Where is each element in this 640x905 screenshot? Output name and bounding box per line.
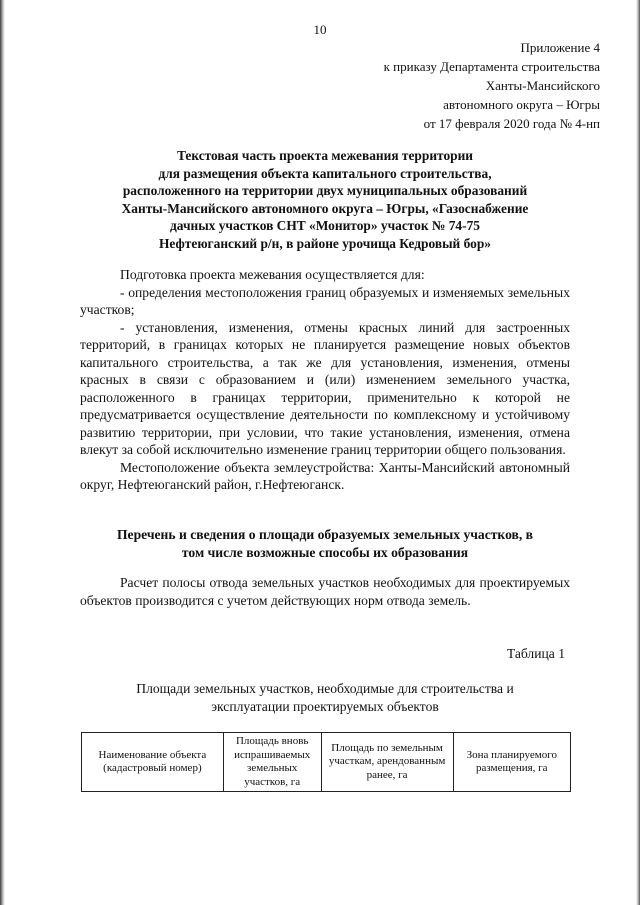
title-line: расположенного на территории двух муниципальных образований — [122, 183, 528, 198]
column-header: Площадь по земельным участкам, арендованным ранее, га — [321, 733, 453, 792]
title-line: Нефтеюганский р/н, в районе урочища Кедровый бор» — [159, 235, 491, 251]
page-number: 10 — [313, 22, 327, 37]
appendix-line: Приложение 4 — [520, 40, 600, 55]
title-line: Ханты-Мансийского автономного округа – Югры, «Газоснабжение — [121, 200, 529, 216]
scan-edge-left — [0, 0, 5, 905]
table-caption-line: Площади земельных участков, необходимые для строительства и — [136, 681, 514, 696]
table-label: Таблица 1 — [506, 646, 565, 661]
table-caption — [80, 680, 570, 716]
table-header-row — [82, 733, 571, 792]
intro-paragraph: - установления, изменения, отмены красных линий для застроенных территорий, в границах которых не планируется размещение новых объектов капитального строительства, а так же для установления, изменения, отмены красных в связи с образованием и (или) изменением земельного участка, расположенного в границах территории, применительно к которой не предусматривается осуществление деятельности по комплексному и устойчивому развитию территории, при условии, что такие установления, изменения, отмена влекут за собой исключительно изменение границ территории общего пользования. — [80, 319, 570, 457]
section-paragraph: Расчет полосы отвода земельных участков необходимых для проектируемых объектов производится с учетом действующих норм отвода земель. — [80, 575, 570, 608]
scan-edge-right — [636, 0, 640, 905]
appendix-line: Ханты-Мансийского — [485, 78, 600, 93]
title-line: Текстовая часть проекта межевания территории — [176, 148, 474, 163]
appendix-line: от 17 февраля 2020 года № 4-нп — [423, 116, 600, 131]
table-caption-line: эксплуатации проектируемых объектов — [211, 699, 439, 714]
section-heading-line: том числе возможные способы их образования — [181, 544, 469, 560]
section-text — [80, 574, 570, 609]
document-title — [70, 147, 580, 252]
land-area-table — [81, 732, 571, 792]
appendix-line: к приказу Департамента строительства — [383, 59, 600, 74]
title-line: для размещения объекта капитального строительства, — [158, 165, 492, 181]
title-line: дачных участков СНТ «Монитор» участок № 74-75 — [170, 218, 480, 233]
section-heading-line: Перечень и сведения о площади образуемых земельных участков, в — [116, 527, 534, 542]
appendix-line: автономного округа – Югры — [443, 97, 600, 112]
intro-paragraph: Местоположение объекта землеустройства: Ханты-Мансийский автономный округ, Нефтеюганский район, г.Нефтеюганск. — [80, 459, 570, 492]
section-heading — [80, 526, 570, 561]
intro-text — [80, 266, 570, 494]
intro-paragraph: Подготовка проекта межевания осуществляется для: — [120, 267, 425, 282]
appendix-header — [384, 38, 600, 133]
intro-paragraph: - определения местоположения границ образуемых и изменяемых земельных участков; — [80, 284, 570, 317]
column-header: Площадь вновь испрашиваемых земельных участков, га — [223, 733, 321, 792]
column-header: Наименование объекта (кадастровый номер) — [82, 733, 224, 792]
column-header: Зона планируемого размещения, га — [453, 733, 570, 792]
